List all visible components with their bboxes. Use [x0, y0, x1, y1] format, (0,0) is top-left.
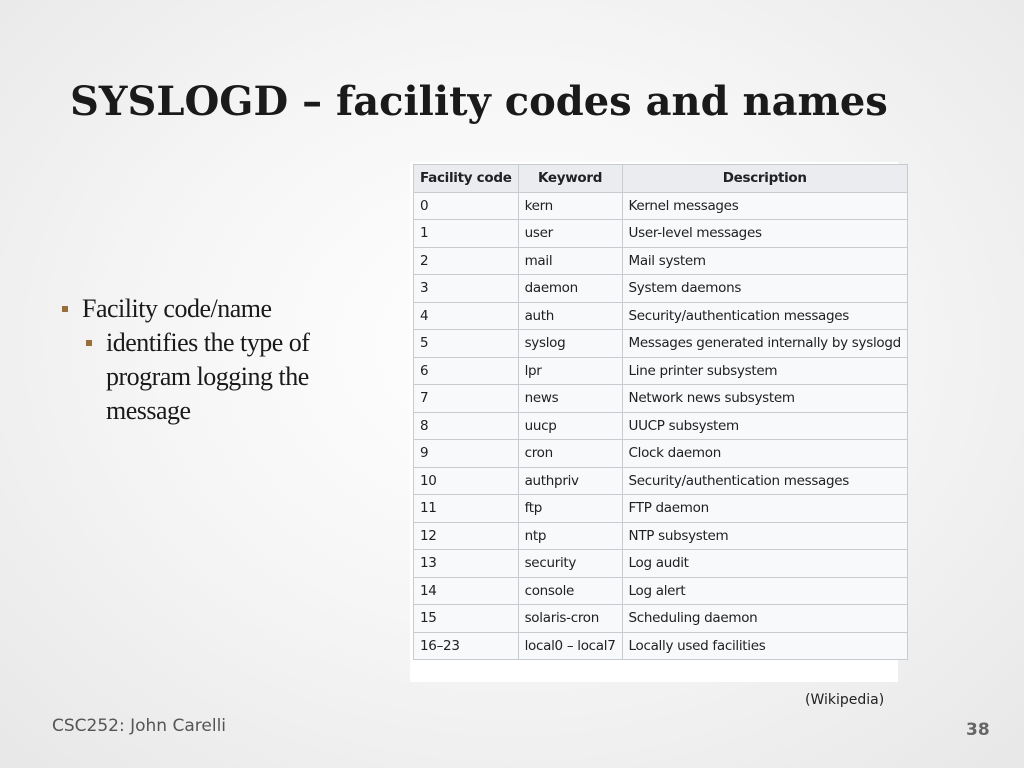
cell-code: 12: [414, 522, 519, 550]
cell-code: 13: [414, 550, 519, 578]
table-row: [414, 577, 908, 605]
bullet-item-level2: [58, 326, 378, 428]
cell-keyword: ftp: [518, 495, 622, 523]
cell-keyword: cron: [518, 440, 622, 468]
cell-keyword: daemon: [518, 275, 622, 303]
cell-keyword: console: [518, 577, 622, 605]
cell-keyword: news: [518, 385, 622, 413]
cell-keyword: solaris-cron: [518, 605, 622, 633]
table-row: [414, 632, 908, 660]
table-row: [414, 412, 908, 440]
cell-description: Security/authentication messages: [622, 467, 907, 495]
cell-description: Network news subsystem: [622, 385, 907, 413]
table-row: [414, 330, 908, 358]
cell-code: 9: [414, 440, 519, 468]
cell-code: 4: [414, 302, 519, 330]
table-row: [414, 275, 908, 303]
cell-keyword: kern: [518, 192, 622, 220]
bullet-text: Facility code/name: [82, 294, 272, 323]
table-row: [414, 550, 908, 578]
table-row: [414, 385, 908, 413]
cell-code: 2: [414, 247, 519, 275]
header-description: Description: [622, 165, 907, 193]
table-row: [414, 467, 908, 495]
table-row: [414, 605, 908, 633]
square-bullet-icon: [86, 340, 92, 346]
source-citation: (Wikipedia): [805, 692, 885, 708]
cell-description: Kernel messages: [622, 192, 907, 220]
table-row: [414, 302, 908, 330]
bullet-list: [58, 292, 378, 428]
cell-code: 5: [414, 330, 519, 358]
table-row: [414, 357, 908, 385]
cell-code: 8: [414, 412, 519, 440]
cell-keyword: ntp: [518, 522, 622, 550]
table-row: [414, 247, 908, 275]
cell-keyword: authpriv: [518, 467, 622, 495]
footer-author: CSC252: John Carelli: [52, 716, 227, 736]
table-row: [414, 220, 908, 248]
cell-code: 10: [414, 467, 519, 495]
cell-keyword: lpr: [518, 357, 622, 385]
cell-description: Mail system: [622, 247, 907, 275]
cell-keyword: uucp: [518, 412, 622, 440]
cell-keyword: user: [518, 220, 622, 248]
cell-description: Log audit: [622, 550, 907, 578]
cell-code: 7: [414, 385, 519, 413]
page-number: 38: [966, 720, 990, 740]
cell-keyword: syslog: [518, 330, 622, 358]
bullet-text-line: message: [106, 396, 191, 425]
bullet-text-line: program logging the: [106, 362, 309, 391]
cell-code: 6: [414, 357, 519, 385]
table-row: [414, 440, 908, 468]
slide-title: SYSLOGD – facility codes and names: [70, 78, 888, 125]
header-keyword: Keyword: [518, 165, 622, 193]
cell-description: Log alert: [622, 577, 907, 605]
cell-keyword: auth: [518, 302, 622, 330]
cell-description: Scheduling daemon: [622, 605, 907, 633]
cell-description: NTP subsystem: [622, 522, 907, 550]
cell-description: System daemons: [622, 275, 907, 303]
cell-description: FTP daemon: [622, 495, 907, 523]
cell-code: 15: [414, 605, 519, 633]
cell-code: 14: [414, 577, 519, 605]
cell-keyword: security: [518, 550, 622, 578]
cell-description: Locally used facilities: [622, 632, 907, 660]
table-image-frame: [410, 162, 901, 682]
bullet-item-level1: [58, 292, 378, 326]
cell-keyword: mail: [518, 247, 622, 275]
table-row: [414, 522, 908, 550]
cell-description: Messages generated internally by syslogd: [622, 330, 907, 358]
facility-table: [413, 164, 908, 660]
table-row: [414, 495, 908, 523]
table-header-row: [414, 165, 908, 193]
square-bullet-icon: [62, 306, 68, 312]
cell-code: 0: [414, 192, 519, 220]
cell-code: 1: [414, 220, 519, 248]
table-row: [414, 192, 908, 220]
cell-code: 3: [414, 275, 519, 303]
cell-description: User-level messages: [622, 220, 907, 248]
cell-description: Security/authentication messages: [622, 302, 907, 330]
bullet-text-line: identifies the type of: [106, 328, 310, 357]
cell-code: 11: [414, 495, 519, 523]
cell-description: Clock daemon: [622, 440, 907, 468]
cell-keyword: local0 – local7: [518, 632, 622, 660]
cell-code: 16–23: [414, 632, 519, 660]
cell-description: UUCP subsystem: [622, 412, 907, 440]
cell-description: Line printer subsystem: [622, 357, 907, 385]
header-facility-code: Facility code: [414, 165, 519, 193]
